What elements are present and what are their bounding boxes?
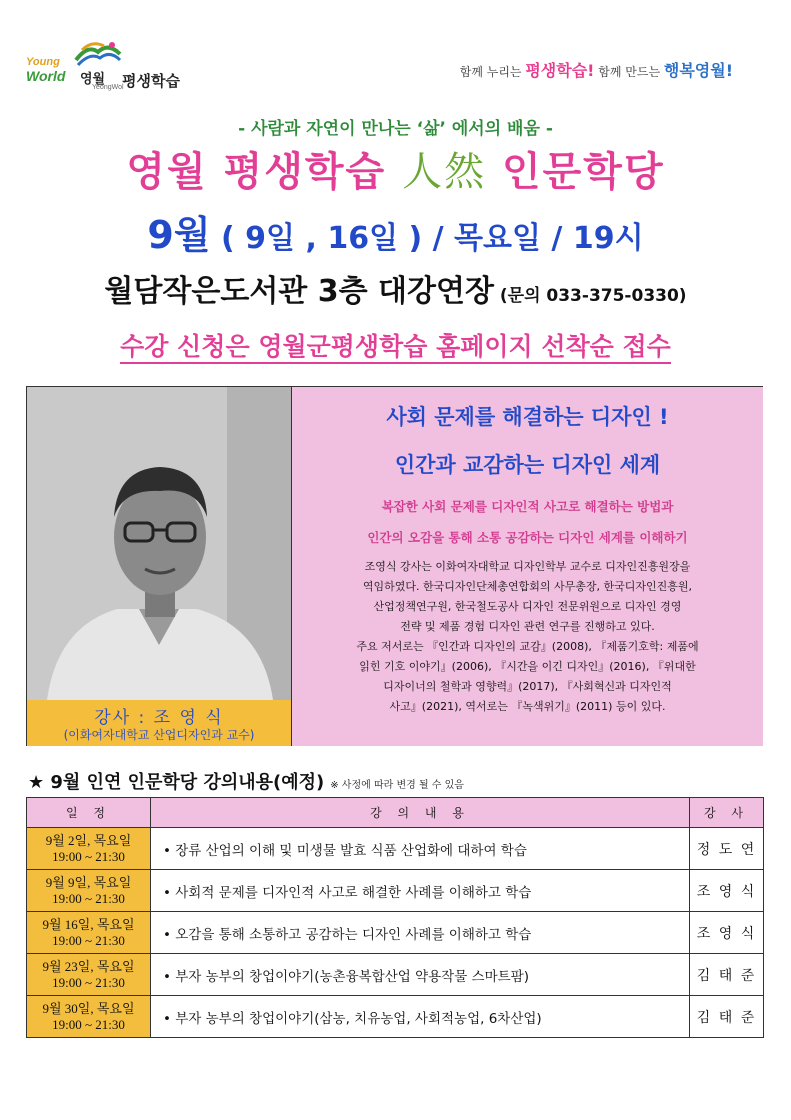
apply-notice (0, 327, 791, 363)
row-instructor: 정 도 연 (690, 828, 764, 870)
instructor-caption (27, 700, 291, 746)
row-content: • 오감을 통해 소통하고 공감하는 디자인 사례를 이해하고 학습 (151, 912, 690, 954)
title-hanja: 人然 (402, 149, 487, 195)
instructor-photo (27, 387, 291, 700)
lecture-subtitle-2: 인간의 오감을 통해 소통 공감하는 디자인 세계를 이해하기 (367, 530, 688, 545)
header-date: 일 정 (27, 798, 151, 828)
row-date-time: 19:00 ~ 21:30 (52, 1016, 125, 1032)
bio-line: 디자이너의 철학과 영향력』(2017), 『사회혁신과 디자인적 (383, 680, 672, 693)
schedule-heading (28, 768, 464, 794)
header (0, 0, 791, 100)
schedule-title: ★ 9월 인연 인문학당 강의내용(예정) (28, 772, 325, 793)
logo-yeongwol-text: 영월 (80, 72, 106, 87)
row-date-day: 9월 16일, 목요일 (42, 916, 135, 932)
bio-line: 사고』(2021), 역서로는 『녹색위기』(2011) 등이 있다. (389, 700, 666, 713)
row-date-day: 9월 30일, 목요일 (42, 1000, 135, 1016)
header-instructor: 강 사 (690, 798, 764, 828)
instructor-affiliation: (이화여자대학교 산업디자인과 교수) (63, 728, 255, 742)
bio-line: 조영식 강사는 이화여자대학교 디자인학부 교수로 디자인진흥원장을 (364, 560, 691, 573)
row-date-time: 19:00 ~ 21:30 (52, 848, 125, 864)
row-content: • 부자 농부의 창업이야기(삼농, 치유농업, 사회적농업, 6차산업) (151, 996, 690, 1038)
lecture-title-2: 인간과 교감하는 디자인 세계 (394, 453, 661, 477)
schedule-note: ※ 사정에 따라 변경 될 수 있음 (330, 780, 464, 791)
row-date-time: 19:00 ~ 21:30 (52, 932, 125, 948)
schedule-details: ( 9일 , 16일 ) / 목요일 / 19시 (210, 221, 644, 256)
table-row (27, 828, 764, 870)
slogan-highlight-1: 평생학습! (525, 61, 595, 80)
lecture-info-box (26, 386, 763, 746)
slogan-part-a: 함께 누리는 (459, 65, 526, 79)
row-instructor: 김 태 준 (690, 996, 764, 1038)
row-date-day: 9월 9일, 목요일 (45, 874, 132, 890)
header-content: 강 의 내 용 (151, 798, 690, 828)
mountain-logo-icon (74, 40, 122, 68)
apply-text[interactable]: 수강 신청은 영월군평생학습 홈페이지 선착순 접수 (120, 332, 671, 364)
row-date-day: 9월 2일, 목요일 (45, 832, 132, 848)
lecture-title-1: 사회 문제를 해결하는 디자인 ! (386, 405, 669, 429)
instructor-name: 강사 : 조 영 식 (94, 708, 224, 728)
instructor-bio (298, 557, 757, 717)
row-date-time: 19:00 ~ 21:30 (52, 890, 125, 906)
place-name: 월담작은도서관 3층 대강연장 (104, 274, 494, 309)
table-header-row (27, 798, 764, 828)
lecture-description (292, 387, 763, 746)
bio-line: 주요 저서로는 『인간과 디자인의 교감』(2008), 『제품기호학: 제품에 (356, 640, 699, 653)
slogan (460, 58, 733, 81)
row-date (27, 870, 151, 912)
row-date-day: 9월 23일, 목요일 (42, 958, 135, 974)
page-title (0, 140, 791, 197)
lecture-subtitle-1: 복잡한 사회 문제를 디자인적 사고로 해결하는 방법과 (381, 499, 674, 514)
row-date (27, 828, 151, 870)
logo-subtext: YeongWol (92, 84, 124, 91)
row-instructor: 조 영 식 (690, 870, 764, 912)
table-row (27, 954, 764, 996)
table-row (27, 870, 764, 912)
title-post: 인문학당 (486, 149, 665, 195)
slogan-part-b: 함께 만드는 (594, 65, 664, 79)
instructor-portrait-icon (27, 387, 291, 700)
row-date-time: 19:00 ~ 21:30 (52, 974, 125, 990)
table-row (27, 996, 764, 1038)
page-subtitle: - 사람과 자연이 만나는 ‘삶’ 에서의 배움 - (238, 119, 553, 139)
title-pre: 영월 평생학습 (126, 149, 403, 195)
row-date (27, 912, 151, 954)
inquiry-phone: (문의 033-375-0330) (493, 286, 687, 306)
logo-world-text: World (26, 68, 66, 84)
row-content: • 부자 농부의 창업이야기(농촌융복합산업 약용작물 스마트팜) (151, 954, 690, 996)
row-content: • 사회적 문제를 디자인적 사고로 해결한 사례를 이해하고 학습 (151, 870, 690, 912)
row-content: • 장류 산업의 이해 및 미생물 발효 식품 산업화에 대하여 학습 (151, 828, 690, 870)
bio-line: 산업정책연구원, 한국철도공사 디자인 전문위원으로 디자인 경영 (373, 600, 682, 613)
schedule-month: 9월 (147, 213, 211, 257)
schedule-line (0, 204, 791, 259)
bio-line: 역임하였다. 한국디자인단체총연합회의 사무총장, 한국디자인진흥원, (362, 580, 693, 593)
slogan-highlight-2: 행복영월! (663, 61, 733, 80)
logo-young-text: Young (26, 56, 60, 68)
row-instructor: 김 태 준 (690, 954, 764, 996)
row-date (27, 996, 151, 1038)
bio-line: 읽힌 기호 이야기』(2006), 『시간을 이긴 디자인』(2016), 『위대한 (359, 660, 696, 673)
yeongwol-logo[interactable] (22, 38, 232, 98)
logo-lifelong-learning-text: 평생학습 (122, 72, 180, 90)
bio-line: 전략 및 제품 경험 디자인 관련 연구를 진행하고 있다. (400, 620, 655, 633)
row-date (27, 954, 151, 996)
row-instructor: 조 영 식 (690, 912, 764, 954)
place-line (0, 266, 791, 310)
schedule-table (26, 797, 764, 1038)
table-row (27, 912, 764, 954)
